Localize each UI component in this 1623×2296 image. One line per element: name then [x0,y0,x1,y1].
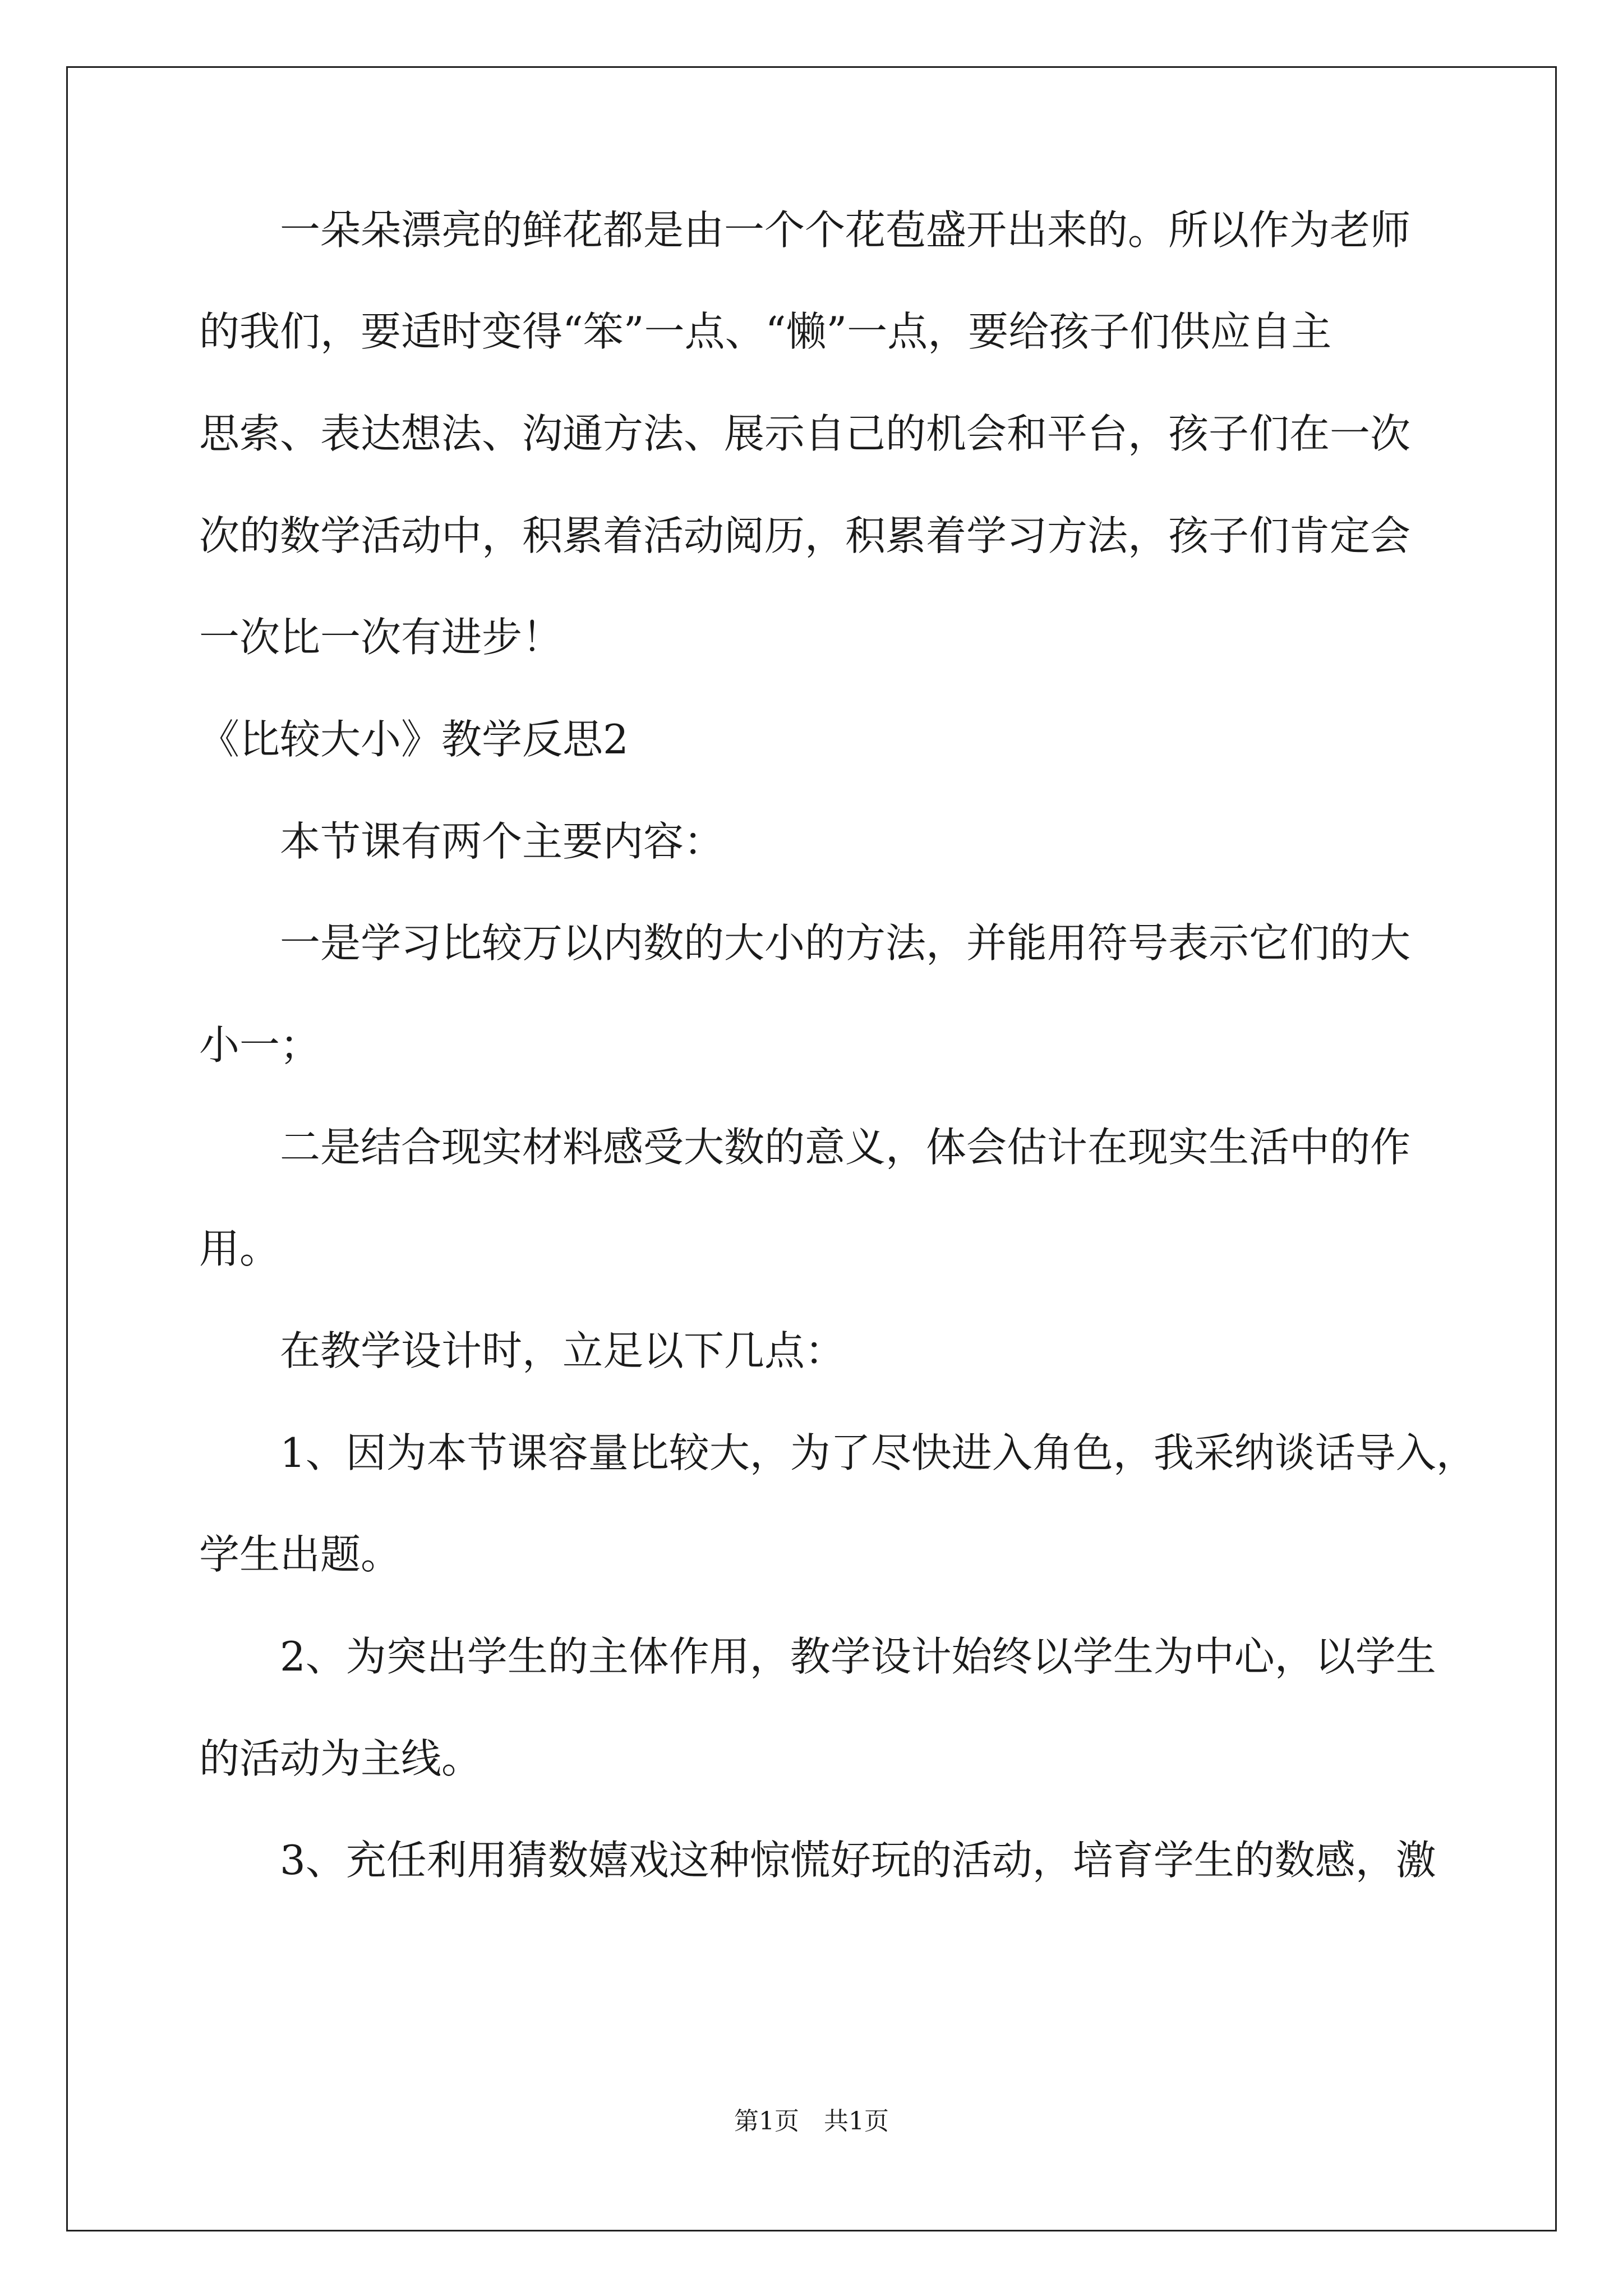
text-line: 3、充任利用猜数嬉戏这种惊慌好玩的活动，培育学生的数感，激 [199,1837,1436,1884]
text-line: 用。 [199,1225,280,1272]
text-line: 2、为突出学生的主体作用，教学设计始终以学生为中心，以学生 [199,1633,1436,1680]
text-line: 次的数学活动中，积累着活动阅历，积累着学习方法，孩子们肯定会 [199,512,1411,559]
text-line: 本节课有两个主要内容： [199,818,725,865]
text-line: 一朵朵漂亮的鲜花都是由一个个花苞盛开出来的。所以作为老师 [199,206,1411,254]
text-line: 学生出题。 [199,1531,402,1578]
text-line: 一是学习比较万以内数的大小的方法，并能用符号表示它们的大 [199,919,1411,967]
text-line: 小一； [199,1022,321,1069]
page-footer: 第1页 共1页 [734,2107,889,2136]
section-heading: 《比较大小》教学反思2 [199,716,629,763]
text-line: 1、因为本节课容量比较大，为了尽快进入角色，我采纳谈话导入， [199,1429,1477,1476]
text-line: 的活动为主线。 [199,1735,482,1782]
text-line: 二是结合现实材料感受大数的意义，体会估计在现实生活中的作 [199,1124,1411,1171]
text-line: 一次比一次有进步！ [199,614,563,661]
text-line: 在教学设计时，立足以下几点： [199,1327,846,1374]
text-line: 思索、表达想法、沟通方法、展示自己的机会和平台，孩子们在一次 [199,410,1411,457]
text-line: 的我们，要适时变得“笨”一点、“懒”一点，要给孩子们供应自主 [199,308,1332,355]
